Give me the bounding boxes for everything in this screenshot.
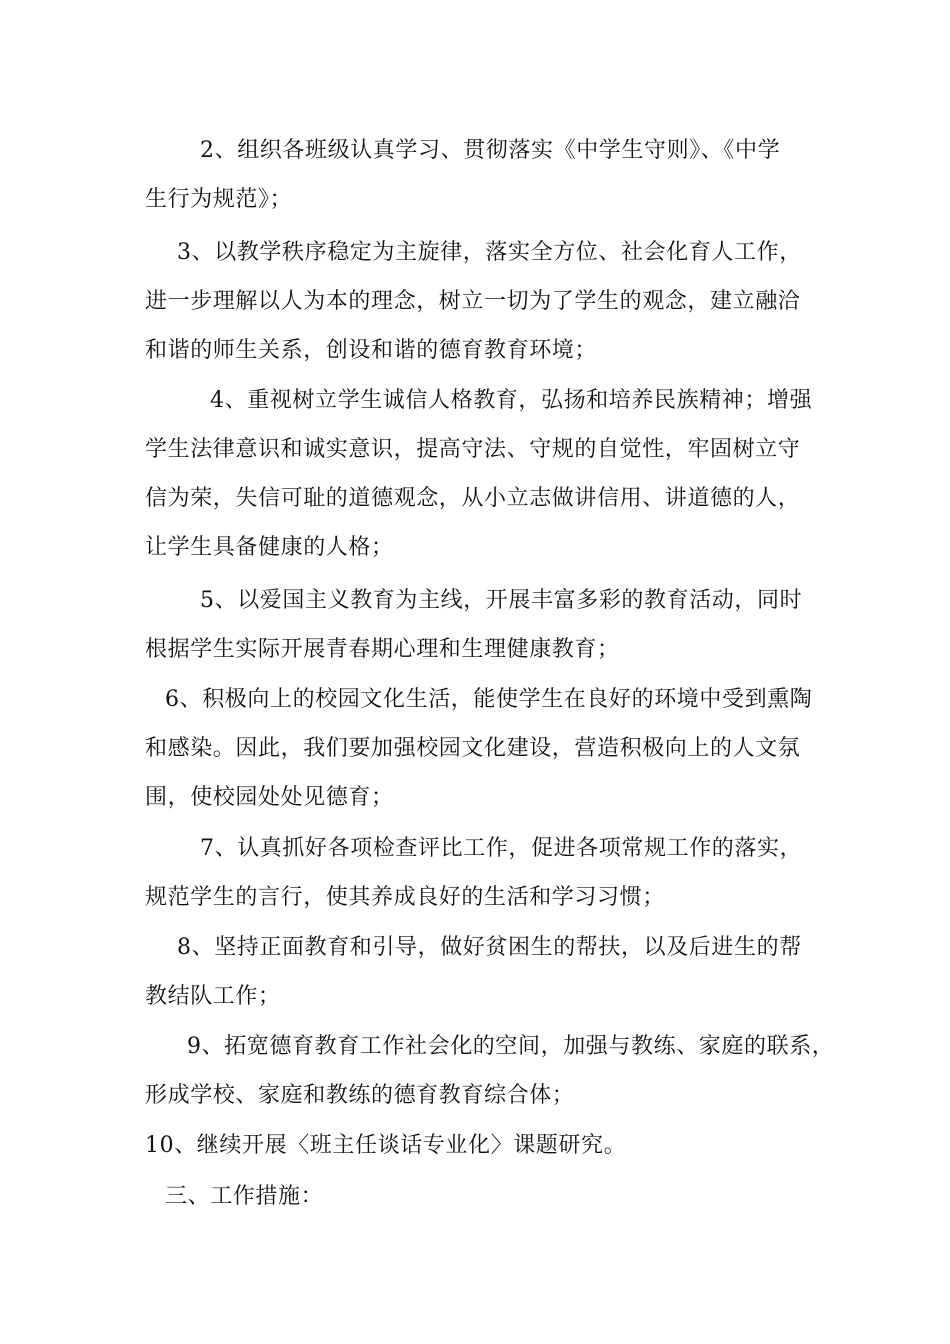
paragraph-line: 进一步理解以人为本的理念，树立一切为了学生的观念，建立融洽 bbox=[145, 289, 801, 314]
paragraph-line: 2、组织各班级认真学习、贯彻落实《中学生守则》、《中学 bbox=[200, 138, 781, 163]
paragraph-line: 6、积极向上的校园文化生活，能使学生在良好的环境中受到熏陶 bbox=[165, 687, 813, 712]
paragraph-item-2 bbox=[145, 126, 815, 224]
paragraph-line: 3、以教学秩序稳定为主旋律，落实全方位、社会化育人工作， bbox=[177, 240, 802, 265]
paragraph-item-10 bbox=[145, 1121, 815, 1170]
paragraph-line: 形成学校、家庭和教练的德育教育综合体； bbox=[145, 1083, 575, 1108]
paragraph-line: 生行为规范》； bbox=[145, 187, 293, 212]
paragraph-line: 根据学生实际开展青春期心理和生理健康教育； bbox=[145, 637, 620, 662]
paragraph-line: 和感染。因此，我们要加强校园文化建设，营造积极向上的人文氛 bbox=[145, 736, 801, 761]
paragraph-item-3 bbox=[145, 228, 815, 375]
paragraph-item-7 bbox=[145, 824, 815, 922]
paragraph-line: 7、认真抓好各项检查评比工作，促进各项常规工作的落实， bbox=[200, 836, 803, 861]
paragraph-item-8 bbox=[145, 923, 815, 1021]
section-heading-line: 三、工作措施： bbox=[165, 1184, 324, 1209]
paragraph-item-6 bbox=[145, 675, 815, 822]
paragraph-line: 和谐的师生关系，创设和谐的德育教育环境； bbox=[145, 338, 598, 363]
paragraph-line: 8、坚持正面教育和引导，做好贫困生的帮扶，以及后进生的帮 bbox=[177, 935, 802, 960]
paragraph-line: 信为荣，失信可耻的道德观念，从小立志做讲信用、讲道德的人， bbox=[145, 486, 801, 511]
paragraph-line: 10、继续开展〈班主任谈话专业化〉课题研究。 bbox=[145, 1133, 627, 1158]
paragraph-line: 让学生具备健康的人格； bbox=[145, 535, 394, 560]
paragraph-line: 9、拓宽德育教育工作社会化的空间，加强与教练、家庭的联系， bbox=[187, 1034, 835, 1059]
paragraph-line: 规范学生的言行，使其养成良好的生活和学习习惯； bbox=[145, 885, 665, 910]
paragraph-line: 围，使校园处处见德育； bbox=[145, 785, 394, 810]
paragraph-line: 教结队工作； bbox=[145, 984, 281, 1009]
paragraph-line: 学生法律意识和诚实意识，提高守法、守规的自觉性，牢固树立守 bbox=[145, 437, 801, 462]
paragraph-item-9 bbox=[145, 1022, 835, 1120]
paragraph-line: 4、重视树立学生诚信人格教育，弘扬和培养民族精神；增强 bbox=[210, 388, 813, 413]
paragraph-line: 5、以爱国主义教育为主线，开展丰富多彩的教育活动，同时 bbox=[200, 588, 803, 613]
section-heading-measures bbox=[145, 1172, 815, 1221]
paragraph-item-5 bbox=[145, 576, 815, 674]
paragraph-item-4 bbox=[145, 376, 815, 572]
